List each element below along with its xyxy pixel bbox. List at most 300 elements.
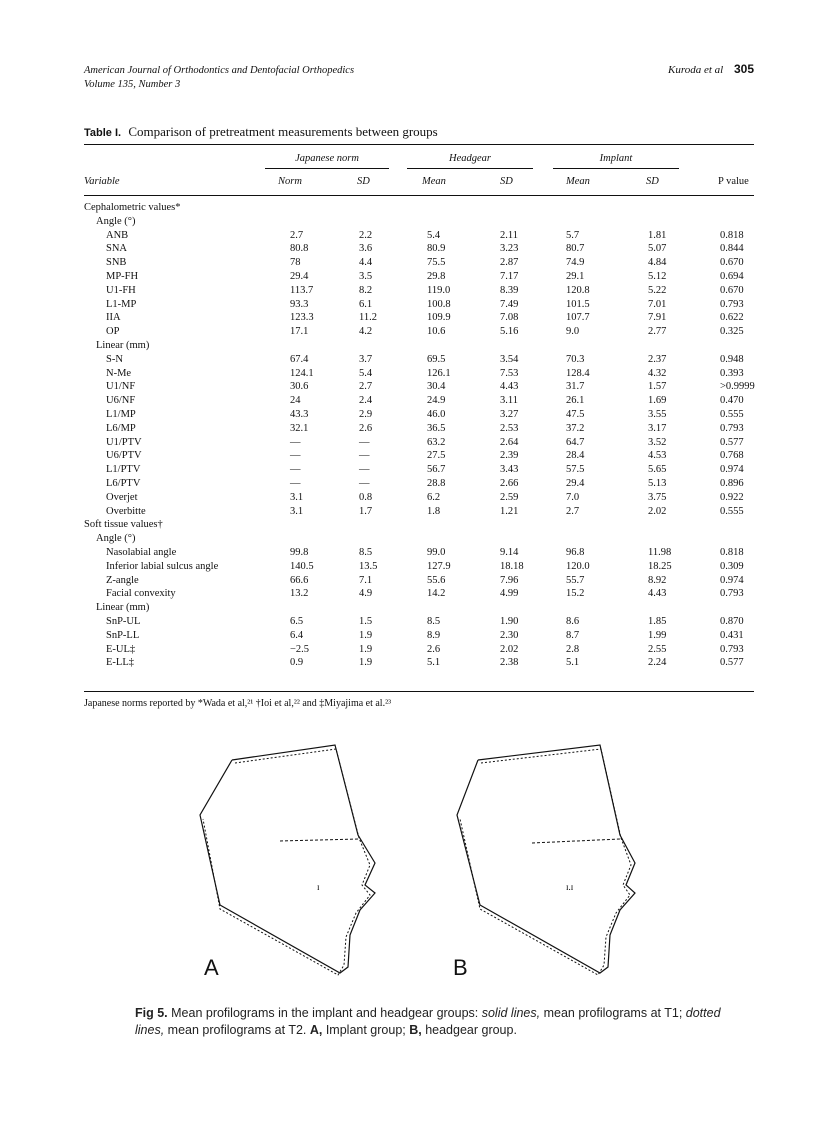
row-label: SnP-UL xyxy=(106,615,141,627)
table-cell: 4.2 xyxy=(359,326,373,338)
table-cell: 0.431 xyxy=(720,629,744,641)
table-cell: 1.90 xyxy=(500,615,519,627)
table-cell: 29.4 xyxy=(290,270,309,282)
table-cell: 2.77 xyxy=(648,326,667,338)
table-cell: 8.7 xyxy=(566,629,580,641)
table-cell: 120.8 xyxy=(566,284,590,296)
row-label: E-UL‡ xyxy=(106,643,136,655)
panel-label-b: B xyxy=(453,955,468,980)
table-cell: 1.69 xyxy=(648,395,667,407)
table-cell: 140.5 xyxy=(290,560,314,572)
table-cell: 5.4 xyxy=(427,229,441,241)
table-cell: 15.2 xyxy=(566,588,585,600)
table-row xyxy=(84,518,754,532)
table-cell: — xyxy=(359,464,370,476)
table-cell: 124.1 xyxy=(290,367,314,379)
col-p-value: P value xyxy=(718,176,749,187)
row-label: L1/PTV xyxy=(106,464,141,476)
table-cell: 126.1 xyxy=(427,367,451,379)
table-caption: Comparison of pretreatment measurements between groups xyxy=(128,124,438,139)
table-row xyxy=(84,643,754,657)
row-label: U6/NF xyxy=(106,395,136,407)
table-cell: 14.2 xyxy=(427,588,446,600)
journal-volume: Volume 135, Number 3 xyxy=(84,79,181,90)
profile-b-t2-dotted xyxy=(460,749,631,975)
table-cell: 80.8 xyxy=(290,243,309,255)
table-cell: 9.14 xyxy=(500,546,519,558)
table-cell: 0.8 xyxy=(359,491,373,503)
table-row xyxy=(84,546,754,560)
table-row xyxy=(84,380,754,394)
table-cell: 5.13 xyxy=(648,477,667,489)
col-sd-implant: SD xyxy=(646,176,659,187)
table-cell: 2.87 xyxy=(500,257,519,269)
row-label: SNA xyxy=(106,243,128,255)
table-cell: 2.7 xyxy=(359,381,373,393)
profile-b-tooth-mark: ɪ.ɪ xyxy=(566,882,574,892)
profilogram-b xyxy=(457,745,635,975)
caption-solid: solid lines, xyxy=(481,1006,541,1020)
row-label: SnP-LL xyxy=(106,629,140,641)
table-row xyxy=(84,574,754,588)
table-cell: 63.2 xyxy=(427,436,446,448)
table-cell: — xyxy=(290,477,301,489)
table-cell: 2.37 xyxy=(648,353,667,365)
table-cell: 8.5 xyxy=(359,546,373,558)
table-cell: 1.7 xyxy=(359,505,373,517)
table-cell: 6.5 xyxy=(290,615,304,627)
table-cell: 29.1 xyxy=(566,270,585,282)
table-cell: 8.6 xyxy=(566,615,580,627)
table-cell: 70.3 xyxy=(566,353,585,365)
table-cell: 32.1 xyxy=(290,422,309,434)
caption-b: B, xyxy=(409,1023,422,1037)
profilogram-figure xyxy=(180,735,680,990)
table-cell: 0.974 xyxy=(720,574,744,586)
table-cell: 2.55 xyxy=(648,643,667,655)
table-cell: 0.793 xyxy=(720,588,744,600)
row-label: L6/MP xyxy=(106,422,136,434)
table-cell: 43.3 xyxy=(290,408,309,420)
table-row xyxy=(84,532,754,546)
table-bottom-rule xyxy=(84,691,754,692)
table-cell: 2.6 xyxy=(359,422,373,434)
table-cell: 78 xyxy=(290,257,301,269)
col-variable: Variable xyxy=(84,176,120,187)
table-cell: 7.53 xyxy=(500,367,519,379)
table-cell: 2.39 xyxy=(500,450,519,462)
table-cell: 31.7 xyxy=(566,381,585,393)
table-cell: 7.17 xyxy=(500,270,519,282)
table-cell: 0.870 xyxy=(720,615,744,627)
col-norm: Norm xyxy=(278,176,302,187)
table-cell: 5.07 xyxy=(648,243,667,255)
table-cell: 5.16 xyxy=(500,326,519,338)
table-cell: 107.7 xyxy=(566,312,590,324)
table-cell: — xyxy=(290,464,301,476)
table-cell: 0.470 xyxy=(720,395,744,407)
page-number: 305 xyxy=(733,62,754,76)
table-cell: 56.7 xyxy=(427,464,446,476)
col-sd-norm: SD xyxy=(357,176,370,187)
table-cell: 4.43 xyxy=(500,381,519,393)
profile-a-palatal-line xyxy=(280,839,358,841)
group-rule-headgear xyxy=(407,168,533,169)
table-cell: 9.0 xyxy=(566,326,580,338)
row-label: L1/MP xyxy=(106,408,136,420)
table-cell: 99.0 xyxy=(427,546,446,558)
table-cell: 5.22 xyxy=(648,284,667,296)
table-row xyxy=(84,284,754,298)
table-cell: 7.0 xyxy=(566,491,580,503)
table-cell: 2.02 xyxy=(648,505,667,517)
row-label: Overjet xyxy=(106,491,138,503)
row-label: Overbitte xyxy=(106,505,146,517)
table-row xyxy=(84,256,754,270)
table-row xyxy=(84,601,754,615)
table-cell: 0.818 xyxy=(720,546,744,558)
table-cell: 4.43 xyxy=(648,588,667,600)
table-cell: 7.08 xyxy=(500,312,519,324)
table-cell: 2.59 xyxy=(500,491,519,503)
table-cell: 1.5 xyxy=(359,615,373,627)
table-cell: 57.5 xyxy=(566,464,585,476)
table-row xyxy=(84,560,754,574)
running-head xyxy=(668,62,754,76)
col-mean-headgear: Mean xyxy=(422,176,446,187)
table-row xyxy=(84,629,754,643)
table-cell: — xyxy=(359,436,370,448)
table-cell: 8.2 xyxy=(359,284,373,296)
row-label: E-LL‡ xyxy=(106,657,134,669)
table-cell: 30.4 xyxy=(427,381,446,393)
table-cell: 6.4 xyxy=(290,629,304,641)
table-cell: 3.54 xyxy=(500,353,519,365)
table-cell: 28.8 xyxy=(427,477,446,489)
table-row xyxy=(84,463,754,477)
table-cell: 66.6 xyxy=(290,574,309,586)
table-cell: 1.21 xyxy=(500,505,519,517)
table-cell: 3.43 xyxy=(500,464,519,476)
table-cell: 6.2 xyxy=(427,491,441,503)
table-cell: 3.1 xyxy=(290,505,304,517)
caption-text: mean profilograms at T1; xyxy=(540,1006,686,1020)
table-body xyxy=(84,201,754,670)
table-cell: 80.7 xyxy=(566,243,585,255)
table-cell: 0.974 xyxy=(720,464,744,476)
table-cell: 1.99 xyxy=(648,629,667,641)
table-cell: 119.0 xyxy=(427,284,451,296)
table-cell: 3.75 xyxy=(648,491,667,503)
table-cell: 93.3 xyxy=(290,298,309,310)
table-cell: 2.2 xyxy=(359,229,373,241)
table-cell: 0.670 xyxy=(720,257,744,269)
group-japanese-norm: Japanese norm xyxy=(295,153,359,164)
table-cell: 5.1 xyxy=(427,657,441,669)
table-cell: 1.9 xyxy=(359,643,373,655)
table-cell: 3.27 xyxy=(500,408,519,420)
table-cell: 2.7 xyxy=(566,505,580,517)
col-sd-headgear: SD xyxy=(500,176,513,187)
table-cell: 0.694 xyxy=(720,270,744,282)
table-cell: 13.2 xyxy=(290,588,309,600)
table-row xyxy=(84,353,754,367)
table-cell: 46.0 xyxy=(427,408,446,420)
row-label: Facial convexity xyxy=(106,588,176,600)
table-row xyxy=(84,311,754,325)
table-cell: — xyxy=(290,450,301,462)
table-row xyxy=(84,505,754,519)
row-label: Inferior labial sulcus angle xyxy=(106,560,219,572)
table-cell: 2.9 xyxy=(359,408,373,420)
table-row xyxy=(84,477,754,491)
table-cell: 18.25 xyxy=(648,560,672,572)
row-label: MP-FH xyxy=(106,270,139,282)
table-cell: 8.39 xyxy=(500,284,519,296)
profile-b-t1-solid xyxy=(457,745,635,973)
table-cell: 0.393 xyxy=(720,367,744,379)
table-cell: 120.0 xyxy=(566,560,590,572)
table-cell: 3.23 xyxy=(500,243,519,255)
table-cell: 2.53 xyxy=(500,422,519,434)
row-label: Soft tissue values† xyxy=(84,519,163,531)
running-authors: Kuroda et al xyxy=(668,64,724,76)
table-row xyxy=(84,339,754,353)
row-label: OP xyxy=(106,326,120,338)
table-row xyxy=(84,298,754,312)
table-cell: 2.66 xyxy=(500,477,519,489)
table-cell: 27.5 xyxy=(427,450,446,462)
table-cell: 5.7 xyxy=(566,229,580,241)
table-cell: 2.7 xyxy=(290,229,304,241)
journal-header xyxy=(84,64,354,92)
table-cell: 8.92 xyxy=(648,574,667,586)
table-cell: 4.84 xyxy=(648,257,667,269)
table-cell: >0.9999 xyxy=(720,381,755,393)
table-cell: 55.7 xyxy=(566,574,585,586)
table-cell: 2.11 xyxy=(500,229,518,241)
table-cell: 113.7 xyxy=(290,284,314,296)
row-label: U1/NF xyxy=(106,381,136,393)
table-cell: 3.6 xyxy=(359,243,373,255)
table-cell: 0.818 xyxy=(720,229,744,241)
profile-b-palatal-line xyxy=(532,839,620,843)
table-cell: 3.52 xyxy=(648,436,667,448)
row-label: Angle (°) xyxy=(96,533,136,545)
row-label: Angle (°) xyxy=(96,215,136,227)
table-cell: 64.7 xyxy=(566,436,585,448)
table-cell: 8.5 xyxy=(427,615,441,627)
table-cell: 2.64 xyxy=(500,436,519,448)
group-implant: Implant xyxy=(599,153,633,164)
table-cell: 1.9 xyxy=(359,657,373,669)
table-row xyxy=(84,215,754,229)
journal-name: American Journal of Orthodontics and Dentofacial Orthopedics xyxy=(84,65,355,76)
table-cell: 7.1 xyxy=(359,574,373,586)
table-cell: 6.1 xyxy=(359,298,373,310)
table-row xyxy=(84,436,754,450)
table-row xyxy=(84,408,754,422)
profile-a-t2-dotted xyxy=(203,749,370,975)
table-cell: 0.555 xyxy=(720,505,744,517)
table-row xyxy=(84,242,754,256)
group-headgear: Headgear xyxy=(449,153,491,164)
table-cell: 37.2 xyxy=(566,422,585,434)
table-cell: 3.1 xyxy=(290,491,304,503)
table-cell: 2.8 xyxy=(566,643,580,655)
table-cell: 47.5 xyxy=(566,408,585,420)
table-row xyxy=(84,367,754,381)
table-cell: 128.4 xyxy=(566,367,590,379)
table-row xyxy=(84,587,754,601)
table-cell: 11.98 xyxy=(648,546,672,558)
table-cell: 96.8 xyxy=(566,546,585,558)
table-cell: 3.17 xyxy=(648,422,667,434)
table-label: Table I. xyxy=(84,127,122,139)
table-cell: 74.9 xyxy=(566,257,585,269)
table-row xyxy=(84,656,754,670)
table-cell: 0.9 xyxy=(290,657,304,669)
table-row xyxy=(84,615,754,629)
row-label: S-N xyxy=(106,353,123,365)
caption-text: headgear group. xyxy=(421,1023,517,1037)
table-title xyxy=(84,124,438,140)
table-cell: 1.8 xyxy=(427,505,441,517)
table-cell: 123.3 xyxy=(290,312,314,324)
table-cell: 0.622 xyxy=(720,312,744,324)
table-cell: 7.01 xyxy=(648,298,667,310)
table-cell: 0.896 xyxy=(720,477,744,489)
row-label: U6/PTV xyxy=(106,450,142,462)
table-cell: 69.5 xyxy=(427,353,446,365)
table-cell: 2.6 xyxy=(427,643,441,655)
profilogram-a xyxy=(200,745,375,975)
table-cell: 0.577 xyxy=(720,436,744,448)
table-cell: 36.5 xyxy=(427,422,446,434)
row-label: L1-MP xyxy=(106,298,137,310)
col-mean-implant: Mean xyxy=(566,176,590,187)
table-header-rule xyxy=(84,195,754,196)
table-cell: 4.9 xyxy=(359,588,373,600)
table-cell: 7.49 xyxy=(500,298,519,310)
table-cell: 109.9 xyxy=(427,312,451,324)
table-cell: 10.6 xyxy=(427,326,446,338)
table-cell: 11.2 xyxy=(359,312,377,324)
profile-a-tooth-mark: ɪ xyxy=(317,882,320,892)
table-cell: 0.577 xyxy=(720,657,744,669)
row-label: ANB xyxy=(106,229,129,241)
table-cell: 101.5 xyxy=(566,298,590,310)
table-cell: 2.4 xyxy=(359,395,373,407)
row-label: N-Me xyxy=(106,367,132,379)
profile-a-t1-solid xyxy=(200,745,375,973)
table-cell: 13.5 xyxy=(359,560,378,572)
table-cell: 5.65 xyxy=(648,464,667,476)
profilogram-svg xyxy=(180,735,680,990)
caption-text: mean profilograms at T2. xyxy=(164,1023,310,1037)
table-row xyxy=(84,449,754,463)
figure-caption xyxy=(135,1005,735,1039)
table-cell: 67.4 xyxy=(290,353,309,365)
table-top-rule xyxy=(84,144,754,145)
table-cell: — xyxy=(290,436,301,448)
table-row xyxy=(84,270,754,284)
row-label: Nasolabial angle xyxy=(106,546,177,558)
row-label: IIA xyxy=(106,312,121,324)
table-cell: 18.18 xyxy=(500,560,524,572)
table-cell: 1.81 xyxy=(648,229,667,241)
table-cell: 5.4 xyxy=(359,367,373,379)
caption-text: Mean profilograms in the implant and headgear groups: xyxy=(167,1006,482,1020)
table-cell: 26.1 xyxy=(566,395,585,407)
table-cell: 0.922 xyxy=(720,491,744,503)
table-cell: 1.9 xyxy=(359,629,373,641)
caption-text: Implant group; xyxy=(322,1023,410,1037)
table-cell: 80.9 xyxy=(427,243,446,255)
table-cell: — xyxy=(359,477,370,489)
caption-label: Fig 5. xyxy=(135,1006,168,1020)
table-cell: 75.5 xyxy=(427,257,446,269)
table-cell: 0.948 xyxy=(720,353,744,365)
table-cell: 0.844 xyxy=(720,243,744,255)
table-cell: −2.5 xyxy=(290,643,310,655)
table-cell: 55.6 xyxy=(427,574,446,586)
table-cell: 4.4 xyxy=(359,257,373,269)
table-cell: 2.38 xyxy=(500,657,519,669)
table-row xyxy=(84,229,754,243)
table-cell: 127.9 xyxy=(427,560,451,572)
table-cell: 3.55 xyxy=(648,408,667,420)
table-cell: 0.793 xyxy=(720,643,744,655)
table-cell: 1.57 xyxy=(648,381,667,393)
group-rule-norm xyxy=(265,168,389,169)
table-cell: 7.91 xyxy=(648,312,667,324)
table-cell: 0.325 xyxy=(720,326,744,338)
row-label: Cephalometric values* xyxy=(84,202,181,213)
table-row xyxy=(84,422,754,436)
table-cell: 28.4 xyxy=(566,450,585,462)
table-cell: 24.9 xyxy=(427,395,446,407)
table-cell: 5.12 xyxy=(648,270,667,282)
table-row xyxy=(84,325,754,339)
caption-dotted: dotted lines, xyxy=(135,1006,721,1037)
table-cell: 4.53 xyxy=(648,450,667,462)
panel-label-a: A xyxy=(204,955,219,980)
caption-a: A, xyxy=(309,1023,323,1037)
table-cell: 0.768 xyxy=(720,450,744,462)
table-cell: 3.7 xyxy=(359,353,373,365)
table-row xyxy=(84,394,754,408)
table-cell: 0.670 xyxy=(720,284,744,296)
table-cell: 2.24 xyxy=(648,657,667,669)
table-cell: 2.02 xyxy=(500,643,519,655)
table-cell: 0.555 xyxy=(720,408,744,420)
table-cell: 7.96 xyxy=(500,574,519,586)
table-cell: 4.99 xyxy=(500,588,519,600)
table-cell: 8.9 xyxy=(427,629,441,641)
row-label: L6/PTV xyxy=(106,477,141,489)
row-label: SNB xyxy=(106,257,127,269)
row-label: Linear (mm) xyxy=(96,339,150,351)
row-label: U1/PTV xyxy=(106,436,142,448)
row-label: Z-angle xyxy=(106,574,139,586)
table-cell: 17.1 xyxy=(290,326,309,338)
table-cell: 29.8 xyxy=(427,270,446,282)
table-cell: 100.8 xyxy=(427,298,451,310)
table-cell: 5.1 xyxy=(566,657,580,669)
table-row xyxy=(84,201,754,215)
table-row xyxy=(84,491,754,505)
